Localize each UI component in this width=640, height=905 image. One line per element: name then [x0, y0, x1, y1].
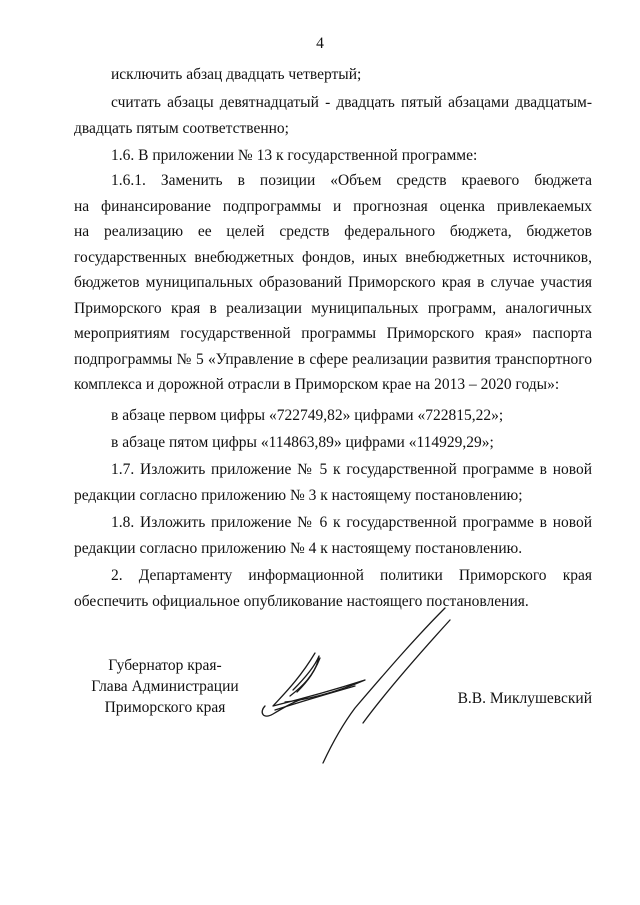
text-line: считать абзацы девятнадцатый - двадцать пятый абзацами двадцатым- — [111, 94, 592, 111]
text-line: 1.8. Изложить приложение № 6 к государственной программе в новой — [111, 514, 592, 531]
paragraph-renumber — [74, 90, 592, 141]
text-line: подпрограммы № 5 «Управление в сфере реализации развития транспортного — [74, 350, 592, 368]
paragraph-1-8 — [74, 510, 592, 561]
text-line: Приморского края в реализации муниципальных программ, аналогичных — [74, 299, 592, 317]
text-line: двадцать пятым соответственно; — [74, 119, 289, 137]
signatory-title — [78, 655, 252, 718]
text-line: редакции согласно приложению № 4 к настоящему постановлению. — [74, 539, 523, 557]
text-line: мероприятиям государственной программы Приморского края» паспорта — [74, 325, 592, 342]
text-line: в абзаце пятом цифры «114863,89» цифрами «114929,29»; — [111, 434, 494, 451]
text-line: государственных внебюджетных фондов, иных внебюджетных источников, — [74, 248, 592, 266]
handwritten-signature — [245, 598, 465, 778]
paragraph-exclude — [74, 62, 592, 88]
text-line: обеспечить официальное опубликование настоящего постановления. — [74, 592, 529, 610]
text-line: на финансирование подпрограммы и прогнозная оценка привлекаемых — [74, 197, 592, 215]
signatory-title-line: Глава Администрации — [91, 678, 239, 695]
text-line: на реализацию ее целей средств федерального бюджета, бюджетов — [74, 223, 592, 240]
text-line: бюджетов муниципальных образований Приморского края в случае участия — [74, 274, 592, 291]
text-line: в абзаце первом цифры «722749,82» цифрами «722815,22»; — [111, 407, 504, 424]
signatory-name: В.В. Миклушевский — [457, 690, 592, 707]
text-line: 2. Департаменту информационной политики Приморского края — [111, 567, 592, 584]
text-line: редакции согласно приложению № 3 к настоящему постановлению; — [74, 486, 523, 504]
signatory-title-line: Губернатор края- — [108, 657, 222, 674]
text-line: 1.7. Изложить приложение № 5 к государственной программе в новой — [111, 461, 592, 478]
text-line: исключить абзац двадцать четвертый; — [111, 66, 362, 83]
paragraph-first-abzac — [74, 403, 592, 429]
signatory-title-line: Приморского края — [104, 699, 226, 716]
paragraph-1-6-1 — [74, 168, 592, 398]
text-line: 1.6. В приложении № 13 к государственной программе: — [111, 147, 478, 164]
text-line: комплекса и дорожной отрасли в Приморском крае на 2013 – 2020 годы»: — [74, 376, 560, 393]
paragraph-fifth-abzac — [74, 430, 592, 456]
text-line: 1.6.1. Заменить в позиции «Объем средств краевого бюджета — [111, 172, 592, 189]
paragraph-1-6 — [74, 143, 592, 169]
page-number: 4 — [316, 35, 324, 52]
paragraph-1-7 — [74, 457, 592, 508]
